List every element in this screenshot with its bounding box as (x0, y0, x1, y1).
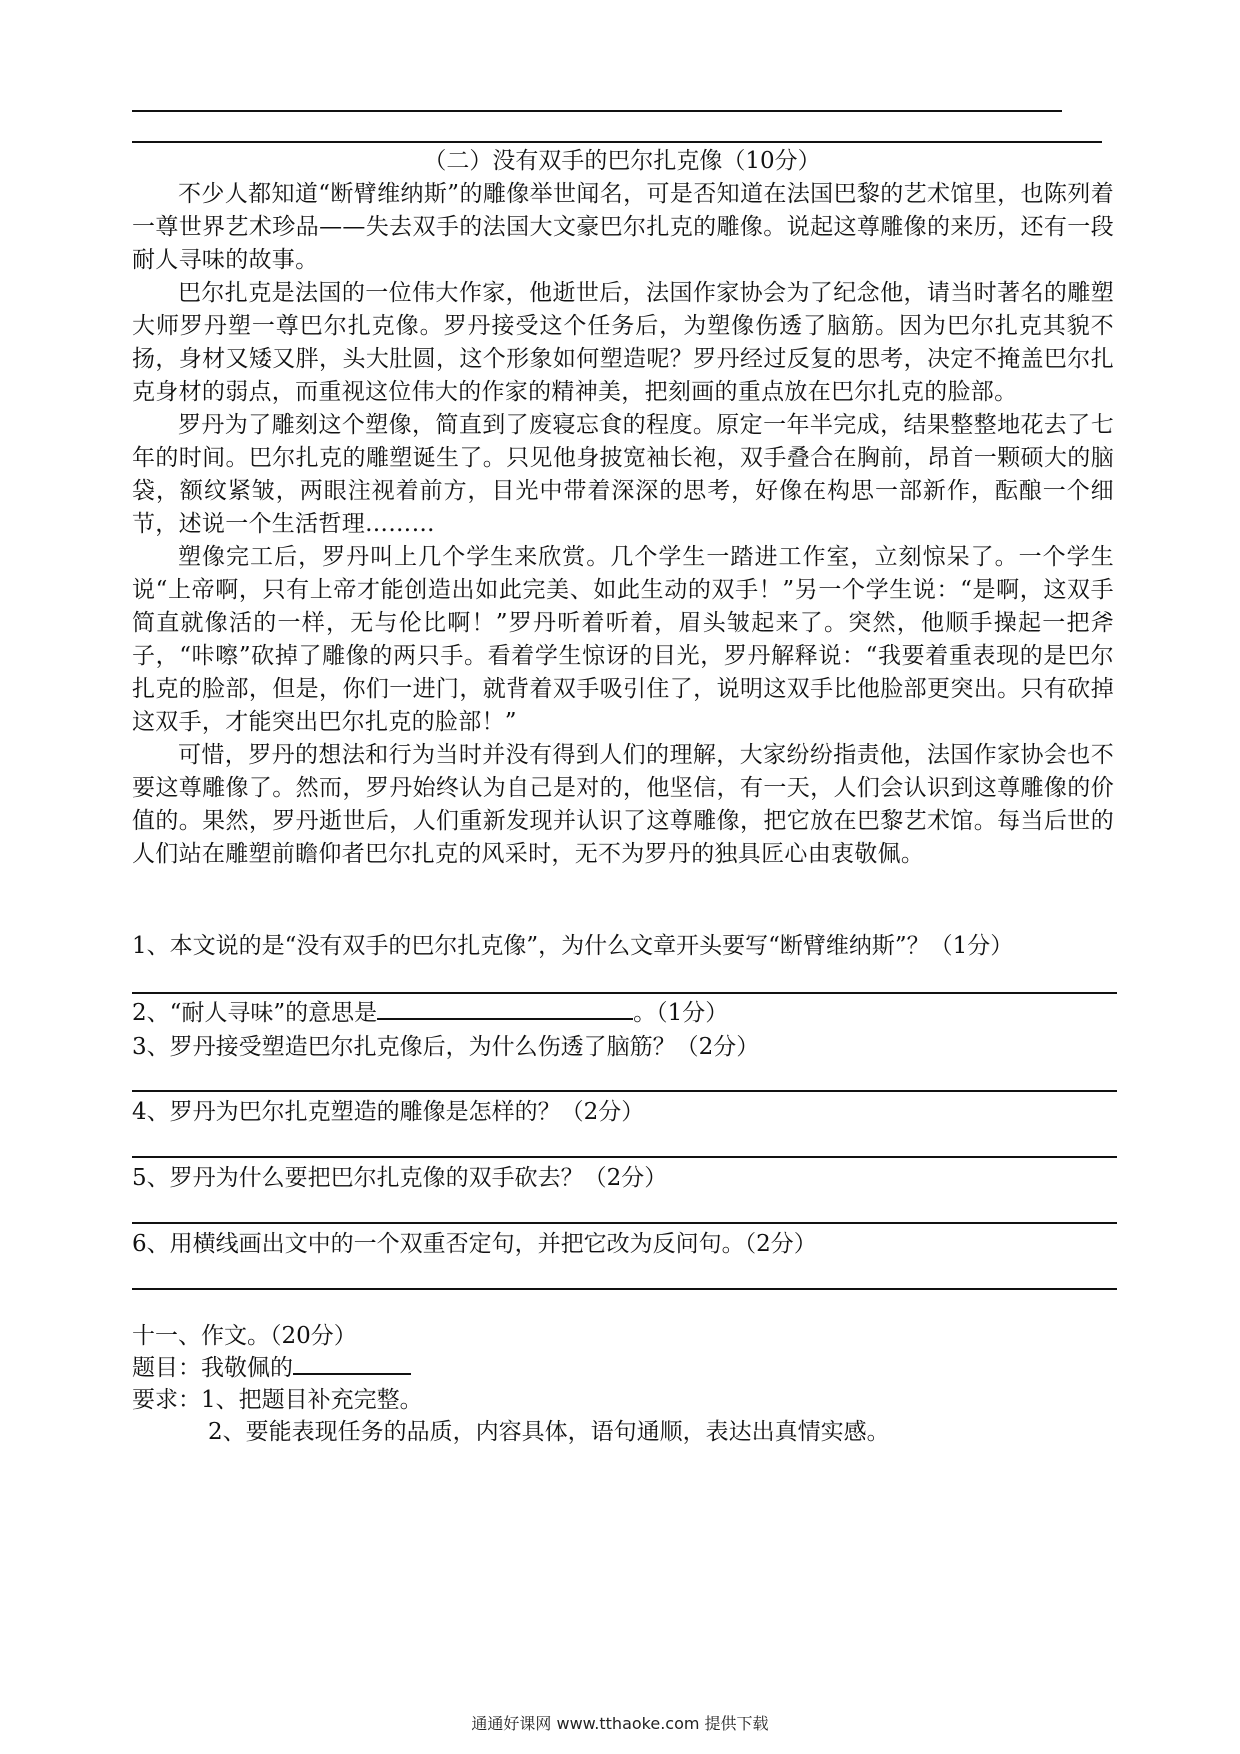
question-2-text: 2、“耐人寻味”的意思是 (132, 1000, 378, 1026)
question-5: 5、罗丹为什么要把巴尔扎克像的双手砍去？（2分） (132, 1165, 668, 1191)
composition-topic-label: 题目：我敬佩的 (132, 1355, 293, 1381)
section-title: （二）没有双手的巴尔扎克像（10分） (423, 148, 821, 174)
composition-requirement-2: 2、要能表现任务的品质，内容具体，语句通顺，表达出真情实感。 (208, 1419, 890, 1445)
answer-line (132, 141, 1102, 143)
composition-section (132, 1320, 1117, 1448)
answer-line[interactable] (132, 1222, 1117, 1224)
question-2-points: 。（1分） (633, 1000, 729, 1026)
question-3: 3、罗丹接受塑造巴尔扎克像后，为什么伤透了脑筋？（2分） (132, 1034, 760, 1060)
topic-blank[interactable] (293, 1353, 411, 1375)
answer-line[interactable] (132, 1156, 1117, 1158)
question-1: 1、本文说的是“没有双手的巴尔扎克像”，为什么文章开头要写“断臂维纳斯”？（1分） (132, 933, 1014, 959)
passage-paragraph: 不少人都知道“断臂维纳斯”的雕像举世闻名，可是否知道在法国巴黎的艺术馆里，也陈列着一尊世界艺术珍品——失去双手的法国大文豪巴尔扎克的雕像。说起这尊雕像的来历，还有一段耐人寻味的故事。 (132, 181, 1114, 273)
passage-paragraph: 巴尔扎克是法国的一位伟大作家，他逝世后，法国作家协会为了纪念他，请当时著名的雕塑大师罗丹塑一尊巴尔扎克像。罗丹接受这个任务后，为塑像伤透了脑筋。因为巴尔扎克其貌不扬，身材又矮又胖，头大肚圆，这个形象如何塑造呢？罗丹经过反复的思考，决定不掩盖巴尔扎克身材的弱点，而重视这位伟大的作家的精神美，把刻画的重点放在巴尔扎克的脸部。 (132, 280, 1114, 405)
composition-topic (132, 1352, 1117, 1384)
question-2 (132, 997, 1117, 1029)
answer-line (132, 110, 1062, 112)
page-footer: 通通好课网 www.tthaoke.com 提供下载 (471, 1714, 769, 1733)
composition-heading: 十一、作文。（20分） (132, 1323, 357, 1349)
question-6: 6、用横线画出文中的一个双重否定句，并把它改为反问句。（2分） (132, 1231, 817, 1257)
composition-requirement-1: 要求：1、把题目补充完整。 (132, 1387, 423, 1413)
passage-paragraph: 罗丹为了雕刻这个塑像，简直到了废寝忘食的程度。原定一年半完成，结果整整地花去了七年的时间。巴尔扎克的雕塑诞生了。只见他身披宽袖长袍，双手叠合在胸前，昂首一颗硕大的脑袋，额纹紧皱，两眼注视着前方，目光中带着深深的思考，好像在构思一部新作，酝酿一个细节，述说一个生活哲理……… (132, 412, 1114, 537)
answer-line[interactable] (132, 992, 1117, 994)
passage-paragraph: 塑像完工后，罗丹叫上几个学生来欣赏。几个学生一踏进工作室，立刻惊呆了。一个学生说“上帝啊，只有上帝才能创造出如此完美、如此生动的双手！”另一个学生说：“是啊，这双手简直就像活的一样，无与伦比啊！”罗丹听着听着，眉头皱起来了。突然，他顺手操起一把斧子，“咔嚓”砍掉了雕像的两只手。看着学生惊讶的目光，罗丹解释说：“我要着重表现的是巴尔扎克的脸部，但是，你们一进门，就背着双手吸引住了，说明这双手比他脸部更突出。只有砍掉这双手，才能突出巴尔扎克的脸部！” (132, 544, 1114, 735)
answer-line[interactable] (132, 1288, 1117, 1290)
passage-paragraph: 可惜，罗丹的想法和行为当时并没有得到人们的理解，大家纷纷指责他，法国作家协会也不要这尊雕像了。然而，罗丹始终认为自己是对的，他坚信，有一天，人们会认识到这尊雕像的价值的。果然，罗丹逝世后，人们重新发现并认识了这尊雕像，把它放在巴黎艺术馆。每当后世的人们站在雕塑前瞻仰者巴尔扎克的风采时，无不为罗丹的独具匠心由衷敬佩。 (132, 742, 1114, 867)
answer-blank[interactable] (377, 998, 633, 1020)
question-4: 4、罗丹为巴尔扎克塑造的雕像是怎样的？（2分） (132, 1099, 645, 1125)
answer-line[interactable] (132, 1090, 1117, 1092)
reading-passage (132, 178, 1114, 871)
